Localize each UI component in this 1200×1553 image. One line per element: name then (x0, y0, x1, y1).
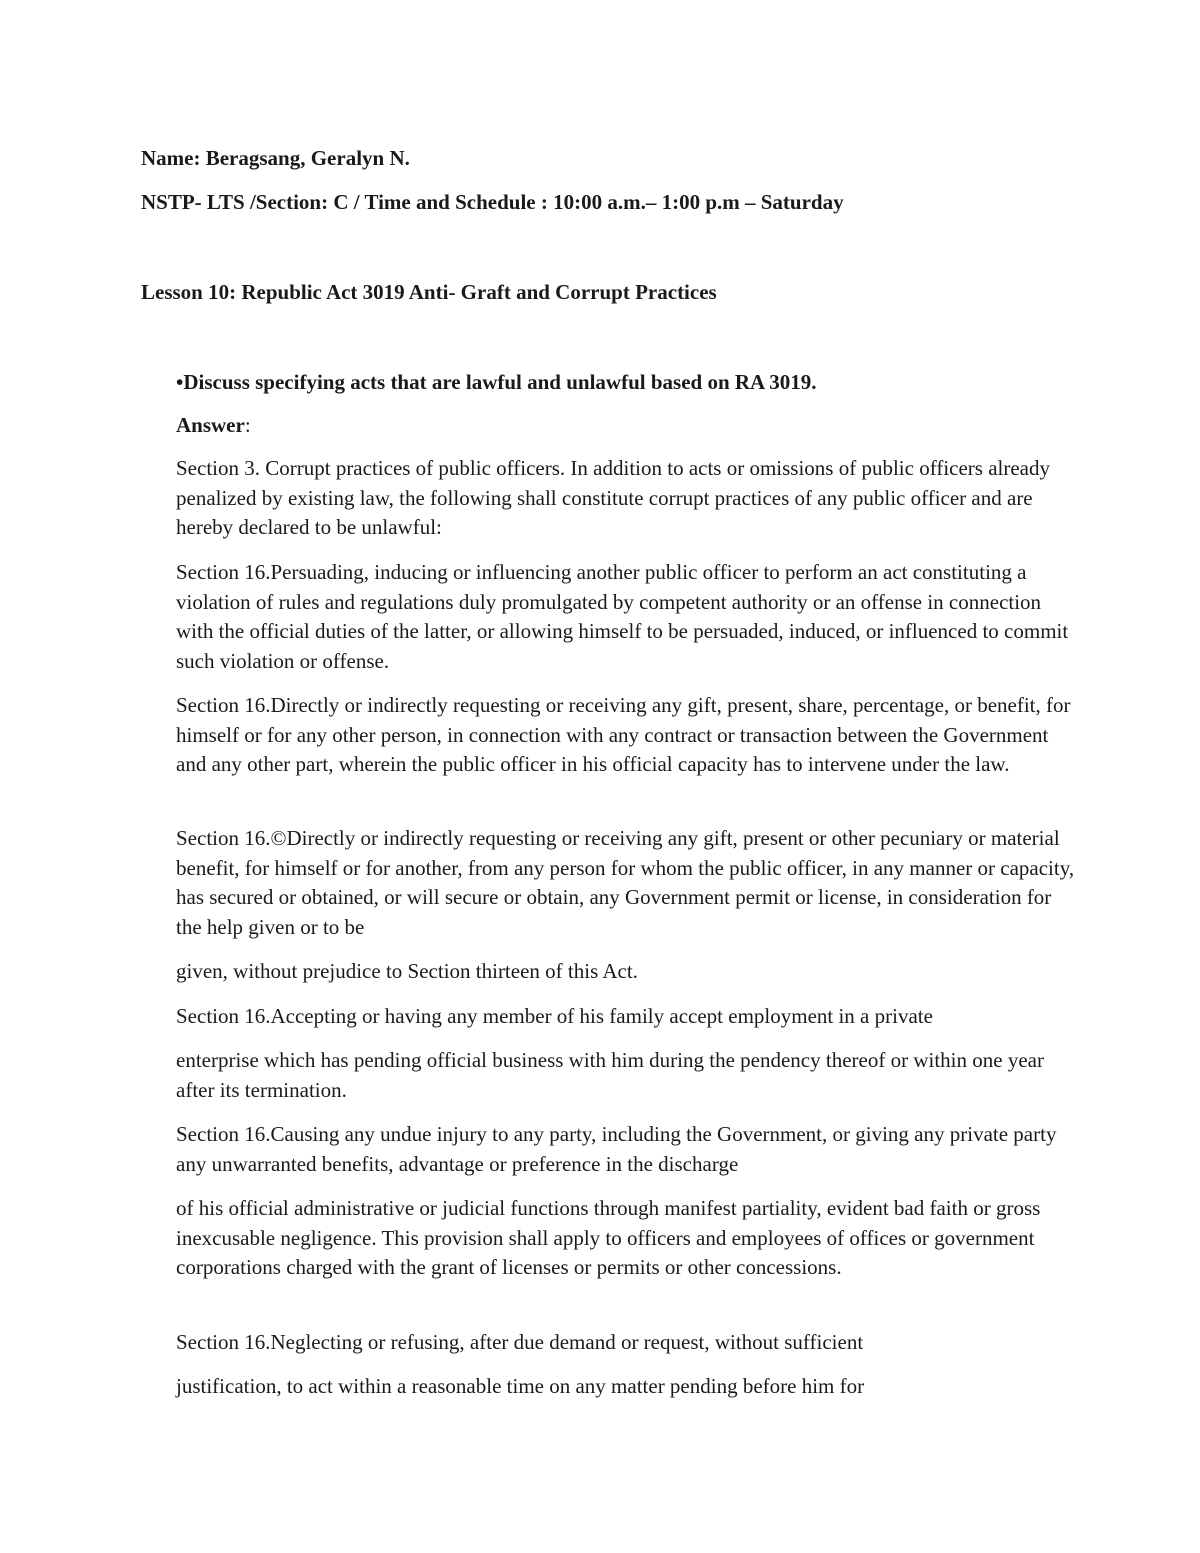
answer-label: Answer (176, 413, 245, 437)
discussion-prompt: •Discuss specifying acts that are lawful and unlawful based on RA 3019. (176, 370, 817, 394)
paragraph-section-16d-continued (176, 1046, 1076, 1105)
paragraph-section-16b (176, 691, 1076, 780)
paragraph-text: Section 16.Directly or indirectly requesting or receiving any gift, present, share, percentage, or benefit, for himself or for any other person, in connection with any contract or transaction between the Government and any other part, wherein the public officer in his official capacity has to intervene under the law. (176, 693, 1071, 776)
paragraph-text: given, without prejudice to Section thirteen of this Act. (176, 959, 638, 983)
paragraph-section-3 (176, 454, 1076, 543)
paragraph-section-16c (176, 824, 1076, 942)
answer-heading (176, 412, 251, 438)
paragraph-text: Section 16.Causing any undue injury to any party, including the Government, or giving any private party any unwarranted benefits, advantage or preference in the discharge (176, 1122, 1057, 1176)
paragraph-section-16a (176, 558, 1076, 676)
paragraph-text: Section 16.Neglecting or refusing, after due demand or request, without sufficient (176, 1330, 864, 1354)
paragraph-text: justification, to act within a reasonable time on any matter pending before him for (176, 1374, 865, 1398)
lesson-title: Lesson 10: Republic Act 3019 Anti- Graft and Corrupt Practices (141, 280, 717, 304)
paragraph-section-16d (176, 1002, 1076, 1032)
paragraph-section-16e (176, 1120, 1076, 1179)
student-name-line: Name: Beragsang, Geralyn N. (141, 146, 410, 170)
paragraph-section-16f (176, 1328, 1076, 1358)
section-schedule-line: NSTP- LTS /Section: C / Time and Schedule : 10:00 a.m.– 1:00 p.m – Saturday (141, 190, 844, 214)
paragraph-section-16c-continued (176, 957, 1076, 987)
paragraph-section-16f-continued (176, 1372, 1076, 1402)
paragraph-text: Section 16.©Directly or indirectly requesting or receiving any gift, present or other pecuniary or material benefit, for himself or for another, from any person for whom the public officer, in any manner or capacity, has secured or obtained, or will secure or obtain, any Government permit or license, in consideration for the help given or to be (176, 826, 1075, 939)
paragraph-text: Section 16.Persuading, inducing or influencing another public officer to perform an act constituting a violation of rules and regulations duly promulgated by competent authority or an offense in connection with the official duties of the latter, or allowing himself to be persuaded, induced, or influenced to commit such violation or offense. (176, 560, 1069, 673)
answer-colon: : (244, 413, 251, 437)
paragraph-text: Section 16.Accepting or having any member of his family accept employment in a private (176, 1004, 933, 1028)
paragraph-text: of his official administrative or judicial functions through manifest partiality, evident bad faith or gross inexcusable negligence. This provision shall apply to officers and employees of offices or government corporations charged with the grant of licenses or permits or other concessions. (176, 1196, 1041, 1279)
paragraph-text: enterprise which has pending official business with him during the pendency thereof or within one year after its termination. (176, 1048, 1044, 1102)
paragraph-text: Section 3. Corrupt practices of public officers. In addition to acts or omissions of public officers already penalized by existing law, the following shall constitute corrupt practices of any public officer and are hereby declared to be unlawful: (176, 456, 1051, 539)
paragraph-section-16e-continued (176, 1194, 1076, 1283)
